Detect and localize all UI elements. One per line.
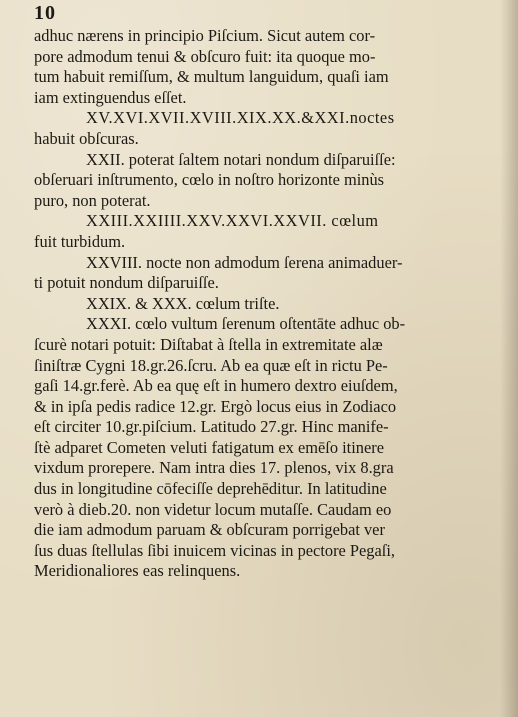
text-line: XXXI. cœlo vultum ſerenum oſtentāte adhuc ob-	[86, 314, 406, 334]
text-line: gaſi 14.gr.ferè. Ab ea quę eſt in humero dextro eiuſdem,	[34, 376, 398, 396]
text-line: ſiniſtræ Cygni 18.gr.26.ſcru. Ab ea quæ eſt in rictu Pe-	[34, 355, 388, 375]
text-line: habuit obſcuras.	[34, 128, 139, 148]
text-line: verò à dieb.20. non videtur locum mutaſſe. Caudam eo	[34, 499, 392, 519]
text-line: XXIII.XXIIII.XXV.XXVI.XXVII. cœlum	[86, 211, 379, 231]
text-line: ſtè adparet Cometen veluti fatigatum ex emēſo itinere	[34, 437, 384, 457]
text-line: adhuc nærens in principio Piſcium. Sicut autem cor-	[34, 26, 376, 45]
text-line: & in ipſa pedis radice 12.gr. Ergò locus eius in Zodiaco	[34, 396, 397, 416]
body-text	[34, 26, 500, 582]
page-gutter-shadow	[500, 0, 518, 717]
text-line: ti potuit nondum diſparuiſſe.	[34, 273, 219, 293]
text-line: vixdum prorepere. Nam intra dies 17. plenos, vix 8.gra	[34, 458, 394, 478]
text-line: XXVIII. nocte non admodum ſerena animaduer-	[86, 252, 403, 272]
text-line: XXIX. & XXX. cœlum triſte.	[86, 293, 280, 313]
text-line: pore admodum tenui & obſcuro fuit: ita quoque mo-	[34, 46, 376, 66]
text-line: tum habuit remiſſum, & multum languidum, quaſi iam	[34, 67, 389, 87]
text-line: dus in longitudine cōfeciſſe deprehēditur. In latitudine	[34, 479, 387, 499]
page-number: 10	[34, 2, 56, 24]
text-line: die iam admodum paruam & obſcuram porrigebat ver	[34, 520, 385, 540]
text-line: iam extinguendus eſſet.	[34, 87, 187, 107]
text-line: Meridionaliores eas relinquens.	[34, 561, 241, 581]
text-line: fuit turbidum.	[34, 231, 126, 251]
text-line: XXII. poterat ſaltem notari nondum diſparuiſſe:	[86, 149, 396, 169]
text-line: XV.XVI.XVII.XVIII.XIX.XX.&XXI.noctes	[86, 108, 395, 128]
text-line: ſus duas ſtellulas ſibi inuicem vicinas in pectore Pegaſi,	[34, 540, 395, 560]
text-line: eſt circiter 10.gr.piſcium. Latitudo 27.gr. Hinc manife-	[34, 417, 389, 437]
text-line: obſeruari inſtrumento, cœlo in noſtro horizonte minùs	[34, 170, 385, 190]
text-line: puro, non poterat.	[34, 190, 151, 210]
text-line: ſcurè notari potuit: Diſtabat à ſtella in extremitate alæ	[34, 334, 383, 354]
